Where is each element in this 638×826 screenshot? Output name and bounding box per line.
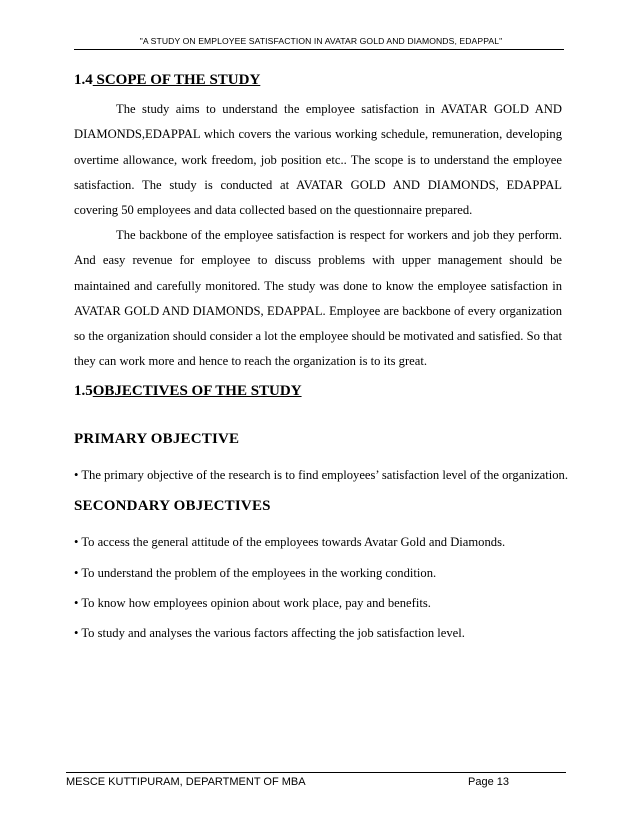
- secondary-objective-item: • To access the general attitude of the employees towards Avatar Gold and Diamonds.: [74, 535, 506, 549]
- section-title: OBJECTIVES OF THE STUDY: [92, 383, 302, 399]
- secondary-objectives-heading: SECONDARY OBJECTIVES: [74, 498, 271, 514]
- primary-objective-heading: PRIMARY OBJECTIVE: [74, 431, 240, 447]
- section-number: 1.4: [74, 72, 93, 88]
- running-header: "A STUDY ON EMPLOYEE SATISFACTION IN AVATAR GOLD AND DIAMONDS, EDAPPAL": [139, 36, 503, 46]
- footer-divider: [66, 772, 566, 773]
- secondary-objective-item: • To study and analyses the various factors affecting the job satisfaction level.: [74, 626, 465, 640]
- section-title: SCOPE OF THE STUDY: [92, 72, 261, 88]
- section-heading-objectives: [74, 383, 302, 400]
- scope-paragraph-1: The study aims to understand the employee satisfaction in AVATAR GOLD AND DIAMONDS,EDAPPAL which covers the various working schedule, remuneration, developing overtime allowance, work freedom, job position etc.. The scope is to understand the employee satisfaction. The study is conducted at AVATAR GOLD AND DIAMONDS, EDAPPAL covering 50 employees and data collected based on the questionnaire prepared.: [74, 102, 562, 218]
- secondary-objective-item: • To understand the problem of the employees in the working condition.: [74, 566, 437, 580]
- header-divider: [74, 49, 564, 50]
- secondary-objective-item: • To know how employees opinion about work place, pay and benefits.: [74, 596, 431, 610]
- footer-department: MESCE KUTTIPURAM, DEPARTMENT OF MBA: [66, 776, 306, 788]
- section-heading-scope: [74, 72, 260, 89]
- page-number: Page 13: [468, 776, 509, 788]
- scope-paragraph-2: The backbone of the employee satisfaction is respect for workers and job they perform. And easy revenue for employee to discuss problems with upper management should be maintained and carefully monitored. The study was done to know the employee satisfaction in AVATAR GOLD AND DIAMONDS, EDAPPAL. Employee are backbone of every organization so the organization should consider a lot the employee should be motivated and satisfied. So that they can work more and hence to reach the organization is to its great.: [74, 228, 562, 369]
- primary-objective-item: • The primary objective of the research is to find employees’ satisfaction level of the organization.: [74, 468, 568, 482]
- section-number: 1.5: [74, 383, 93, 399]
